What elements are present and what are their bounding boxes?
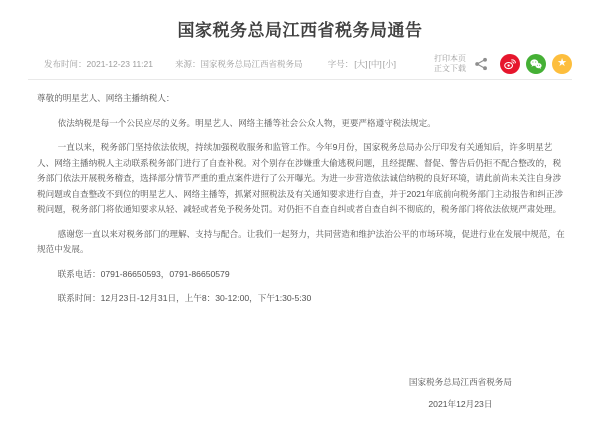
font-size-control — [328, 58, 396, 70]
font-size-small-button[interactable]: [小] — [382, 58, 396, 69]
print-page-link[interactable]: 打印本页 — [434, 53, 466, 63]
contact-phone: 联系电话：0791-86650593，0791-86650579 — [57, 268, 230, 279]
notice-page — [0, 21, 600, 437]
salutation: 尊敬的明星艺人、网络主播纳税人： — [37, 93, 175, 103]
wechat-icon — [529, 57, 543, 71]
weibo-share-button[interactable] — [500, 54, 520, 74]
publish-time-value: 2021-12-23 11:21 — [86, 58, 153, 69]
font-size-medium-button[interactable]: [中] — [368, 58, 382, 69]
font-size-label: 字号： — [327, 58, 354, 69]
source-value: 国家税务总局江西省税务局 — [200, 58, 303, 69]
notice-body — [37, 80, 567, 413]
meta-bar — [28, 54, 572, 80]
publish-time-label: 发布时间： — [44, 58, 87, 69]
signature-block — [409, 375, 512, 413]
font-size-large-button[interactable]: [大] — [354, 58, 368, 69]
print-download-links — [434, 54, 466, 74]
paragraph: 一直以来，税务部门坚持依法依规，持续加强税收服务和监管工作。今年9月份，国家税务总局办公厅印发有关通知后，许多明星艺人、网络主播纳税人主动联系税务部门进行了自查补税。对个别存在涉嫌重大偷逃税问题，且经提醒、督促、警告后仍拒不配合整改的，税务部门依法开展税务稽查，选择部分情节严重的重点案件进行了公开曝光。为进一步营造依法诚信纳税的良好环境，请此前尚未关注自身涉税问题或自查整改不到位的明星艺人、网络主播等，抓紧对照税法及有关通知要求进行自查，并于2021年底前向税务部门主动报告和纠正涉税问题，税务部门将依通知要求从轻、减轻或者免予税务处罚。对仍拒不自查自纠或者自查自纠不彻底的，税务部门将依法依规严肃处理。 — [37, 142, 564, 214]
paragraph: 感谢您一直以来对税务部门的理解、支持与配合。让我们一起努力，共同营造和维护法治公平的市场环境，促进行业在发展中规范，在规范中发展。 — [37, 228, 565, 254]
share-nodes-icon[interactable] — [474, 57, 488, 71]
contact-time: 联系时间：12月23日-12月31日，上午8：30-12:00，下午1:30-5:30 — [57, 293, 312, 303]
source-label: 来源： — [175, 58, 201, 69]
qzone-share-button[interactable] — [552, 54, 572, 74]
qzone-star-icon: ★ — [557, 57, 567, 69]
source — [175, 58, 303, 70]
publish-time — [44, 58, 153, 70]
paragraph: 依法纳税是每一个公民应尽的义务。明星艺人、网络主播等社会公众人物，更要严格遵守税法规定。 — [57, 117, 436, 128]
signature-date: 2021年12月23日 — [428, 399, 493, 409]
weibo-icon — [503, 57, 517, 71]
wechat-share-button[interactable] — [526, 54, 546, 74]
page-title: 国家税务总局江西省税务局通告 — [177, 21, 423, 40]
download-text-link[interactable]: 正文下载 — [434, 63, 466, 73]
signature-org: 国家税务总局江西省税务局 — [408, 376, 512, 387]
share-buttons — [474, 54, 572, 74]
